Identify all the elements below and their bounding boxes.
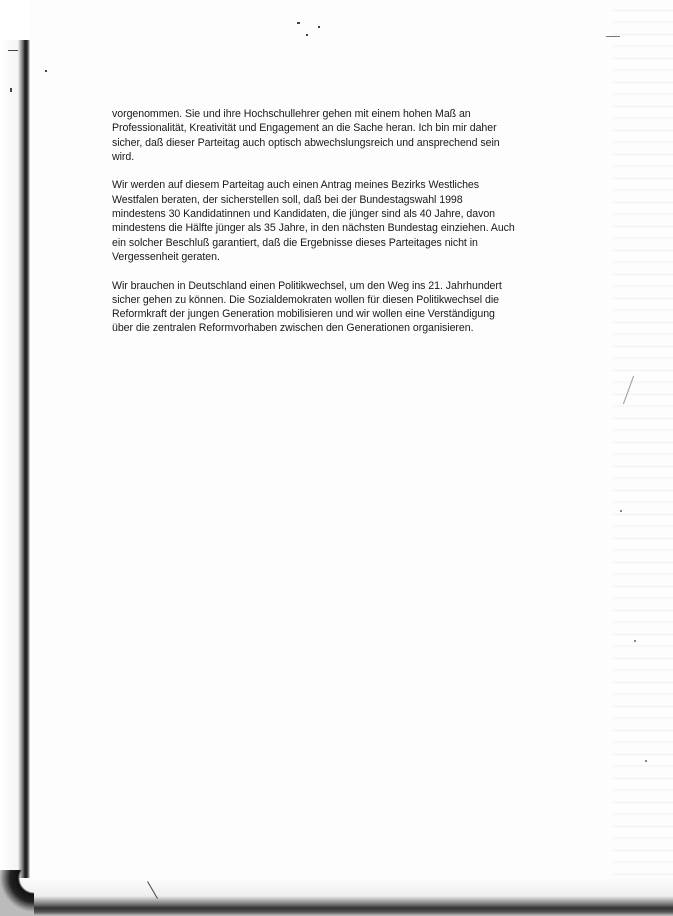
text-line: sicher gehen zu können. Die Sozialdemokraten wollen für diesen Politikwechsel die [112, 293, 499, 306]
scan-right-edge [613, 0, 673, 916]
scan-speck [645, 760, 647, 762]
text-line: Reformkraft der jungen Generation mobilisieren und wir wollen eine Verständigung [112, 308, 495, 321]
scan-speck [634, 640, 636, 642]
scan-speck [306, 34, 308, 36]
letter-body-text [112, 107, 532, 350]
scan-corner-shadow [0, 870, 34, 916]
paragraph [112, 178, 532, 264]
scan-speck [318, 26, 320, 28]
text-line: Wir werden auf diesem Parteitag auch einen Antrag meines Bezirks Westliches [112, 179, 480, 192]
text-line: ein solcher Beschluß garantiert, daß die Ergebnisse dieses Parteitages nicht in [112, 236, 478, 249]
text-line: Wir brauchen in Deutschland einen Politikwechsel, um den Weg ins 21. Jahrhundert [112, 279, 502, 292]
text-line: Professionalität, Kreativität und Engagement an die Sache heran. Ich bin mir daher [112, 122, 497, 135]
text-line: Vergessenheit geraten. [112, 250, 220, 263]
text-line: wird. [112, 150, 135, 163]
scan-speck [45, 70, 47, 72]
scan-speck [606, 36, 620, 37]
scan-speck [620, 510, 622, 512]
text-line: vorgenommen. Sie und ihre Hochschullehrer gehen mit einem hohen Maß an [112, 108, 471, 120]
text-line: Westfalen beraten, der sicherstellen soll, daß bei der Bundestagswahl 1998 [112, 193, 463, 206]
scan-speck [297, 22, 300, 24]
scan-bottom-edge [0, 878, 673, 916]
scan-speck [8, 50, 18, 51]
paragraph [112, 279, 532, 336]
text-line: mindestens 30 Kandidatinnen und Kandidaten, die jünger sind als 40 Jahre, davon [112, 208, 496, 221]
text-line: über die zentralen Reformvorhaben zwischen den Generationen organisieren. [112, 322, 474, 335]
scan-speck [10, 88, 12, 92]
scan-left-edge [0, 0, 30, 916]
paragraph [112, 107, 532, 164]
scan-left-edge-top [0, 0, 30, 40]
text-line: sicher, daß dieser Parteitag auch optisch abwechslungsreich und ansprechend sein [112, 136, 500, 149]
text-line: mindestens die Hälfte jünger als 35 Jahre, in den nächsten Bundestag einziehen. Auch [112, 222, 515, 235]
